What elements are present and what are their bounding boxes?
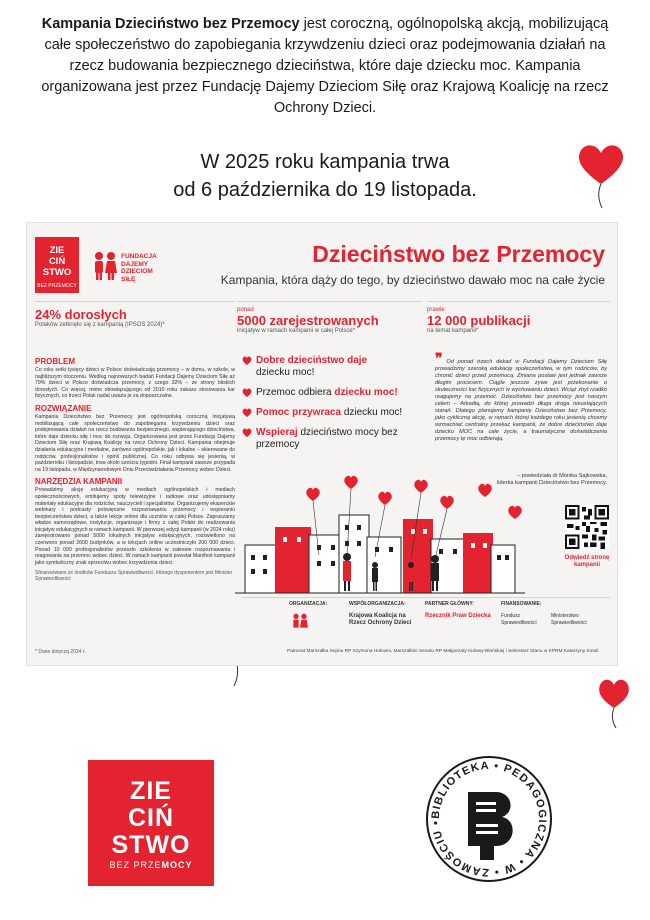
foundation-line-3: DZIECIOM — [121, 268, 153, 275]
slogan-text: dziecku moc! — [256, 367, 315, 378]
library-seal-logo — [424, 754, 554, 884]
slogan-text: dzieciństwo mocy bez przemocy — [256, 427, 398, 450]
qr-caption-line-1: Odwiedź stronę — [564, 555, 610, 561]
heart-balloons — [306, 476, 522, 519]
section-text: Prowadzimy akcję edukacyjną w mediach ogólnopolskich i mediach społecznościowych, emitujemy spoty telewizyjne i radiowe oraz udostępniamy materiały edukacyjne dla rodziców, nauczycieli i specjalistów. Organizujemy eksperckie webinary i podcasty poświęcone rozpoznawaniu przemocy i wspieraniu bezpieczeństwa dzieci, a także lekcje online dla uczniów w całej Polsce. Zapraszamy władze samorządowe, instytucje, organizacje i firmy z całej Polski do realizowania inicjatyw edukacyjnych w ramach kampanii. W pierwszej edycji kampanii (w 2024 roku) zarejestrowano ponad 5000 lokalnych inicjatyw edukacyjnych, rozświetlono na czerwono ponad 2600 budynków, a w lekcjach online uczestniczyło 200 000 dzieci. Ponad 10 000 profesjonalistów przeszło szkolenia w zakresie rozpoznawania i reagowania na przemoc wobec dzieci. W ramach kampanii powstał Manifest kampanii jako symboliczny znak sprzeciwu wobec krzywdzenia dzieci. — [35, 487, 235, 566]
heart-icon — [242, 356, 252, 365]
heart-balloon-icon — [574, 140, 628, 210]
foundation-name — [121, 253, 157, 283]
seal-letter: B — [424, 754, 425, 755]
slogan-item — [242, 387, 422, 399]
logo-line-2: CIŃ — [48, 256, 66, 267]
leader-quote — [435, 350, 607, 443]
coorganizer-name: Krajowa Koalicja na Rzecz Ochrony Dzieci — [349, 613, 412, 626]
dates-line-1: W 2025 roku kampania trwa — [200, 151, 450, 173]
section-heading: ROZWIĄZANIE — [35, 403, 92, 413]
stat-prefix: ponad — [237, 307, 254, 313]
slogan-emphasis: Wspieraj — [256, 427, 298, 438]
foundation-line-4: SIŁĘ — [121, 275, 136, 283]
dates-line-2: od 6 października do 19 listopada. — [173, 179, 477, 201]
heart-icon — [242, 388, 252, 397]
foundation-line-2: DAJEMY — [121, 260, 149, 268]
stat-block — [427, 307, 530, 335]
stat-prefix: prawie — [427, 307, 445, 313]
slogan-item — [242, 355, 422, 379]
poster-title: Dzieciństwo bez Przemocy — [312, 241, 605, 267]
quote-signature-line-2: liderka kampanii Dzieciństwo bez Przemocy. — [497, 480, 607, 486]
logo-line-3: STWO — [111, 831, 191, 859]
divider — [242, 597, 610, 598]
foundation-line-1: FUNDACJA — [121, 253, 157, 260]
logo-tagline-a: BEZ PRZE — [109, 860, 162, 870]
stat-value: 5000 zarejestrowanych — [237, 313, 379, 328]
section-text: Co roku setki tysięcy dzieci w Polsce doświadczają przemocy – w domu, w szkole, w najbliższym otoczeniu. Według najnowszych badań Fundacji Dajemy Dzieciom Siłę aż 79% dzieci w Polsce doświadcza przemocy, z czego 32% – ze strony bliskich dorosłych. Co więcej, mimo obowiązującego od 2010 roku zakazu stosowania kar fizycznych, co trzeci Polak nadal uważa je za dopuszczalne. — [35, 367, 235, 400]
qr-code[interactable] — [565, 505, 609, 549]
campaign-poster — [26, 222, 618, 666]
poster-subtitle: Kampania, która dąży do tego, by dzieciństwo dawało moc na całe życie — [220, 273, 605, 287]
slogan-text: dziecku moc! — [341, 407, 403, 418]
slogan-item — [242, 407, 422, 419]
funding-name-2: Ministerstwo Sprawiedliwości — [551, 613, 587, 626]
slogan-text: Przemoc odbiera — [256, 387, 335, 398]
quote-signature-line-1: – powiedziała dr Monika Sajkowska, — [517, 473, 607, 479]
organizer-label: ORGANIZACJA: — [289, 601, 328, 607]
stat-caption: inicjatyw w ramach kampanii w całej Polsce* — [237, 328, 356, 334]
divider — [35, 301, 235, 302]
slogan-item — [242, 427, 422, 451]
divider — [427, 301, 610, 302]
stat-caption: Polaków zetknęło się z kampanią (IPSOS 2024)* — [35, 322, 165, 328]
qr-caption — [557, 555, 617, 569]
qr-caption-line-2: kampanii — [573, 562, 600, 568]
funding-note: Sfinansowano ze środków Funduszu Sprawiedliwości, którego dysponentem jest Minister Sprawiedliwości — [35, 570, 233, 583]
logo-tagline — [88, 860, 214, 870]
stat-value: 12 000 publikacji — [427, 313, 531, 328]
logo-tagline-b: MOCY — [161, 860, 193, 870]
info-column — [35, 353, 235, 582]
children-figures-icon — [91, 251, 119, 281]
heart-balloon-icon — [596, 676, 632, 730]
slogan-emphasis: Dobre dzieciństwo daje — [256, 355, 368, 366]
logo-text — [88, 778, 214, 859]
city-illustration — [235, 475, 555, 595]
heart-icon — [242, 408, 252, 417]
slogan-emphasis: dziecku moc! — [334, 387, 398, 398]
funding-label: FINANSOWANIE: — [501, 601, 542, 607]
slogan-emphasis: Pomoc przywraca — [256, 407, 342, 418]
poster-campaign-logo — [35, 237, 79, 293]
quote-mark-icon: ❞ — [435, 350, 443, 366]
stat-value: 24% dorosłych — [35, 307, 127, 322]
slogans-list — [242, 355, 422, 459]
seal-ring-text: BIBLIOTEKA • PEDAGOGICZNA • W • ZAMOŚCIU • — [429, 759, 549, 879]
foundation-logo — [91, 247, 181, 287]
main-partner-name: Rzecznik Praw Dziecka — [425, 613, 491, 619]
intro-campaign-name: Kampania Dzieciństwo bez Przemocy — [41, 16, 300, 32]
campaign-dates — [60, 148, 590, 204]
section-heading: NARZĘDZIA KAMPANII — [35, 477, 123, 487]
logo-line-1: ZIE — [49, 245, 65, 256]
quote-text: Od ponad trzech dekad w Fundacji Dajemy Dzieciom Siłę prowadzimy szeroką edukację społeczeństwa, w tym rodziców, by chronić dzieci przed przemocą. Zmiana postaw jest jednak zawsze długim procesem. Ciągle jeszcze żywe jest przekonanie o skuteczności kar fizycznych w wychowaniu dzieci. Wciąż zbyt rzadko reagujemy na przemoc. Dzieciństwo bez przemocy jest naszym celem – Arkadią, do której prowadzi długa droga nieustających starań. Dlatego planujemy kampanię Dzieciństwo bez Przemocy, jako cykliczną akcję, w ramach której każdego roku jesienią chcemy wzmacniać centralny przekaz kampanii, że dobre dzieciństwo daje dziecku MOC na całe życie, a traumatyczne doświadczenia przemocy tę moc odbierają. — [435, 359, 607, 442]
foundation-figures-icon — [289, 613, 311, 633]
logo-line-2: CIŃ — [127, 804, 175, 832]
main-partner-label: PARTNER GŁÓWNY: — [425, 601, 474, 607]
section-text: Kampania Dzieciństwo bez Przemocy jest ogólnopolską coroczną inicjatywą mobilizującą całe społeczeństwo do zapobiegania krzywdzeniu dzieci oraz podejmowania działań na rzecz budowania bezpiecznego, wspierającego dzieciństwa, które daje dziecku siłę i moc do rozwoju. Organizowana jest przez Fundację Dajemy Dzieciom Siłę oraz Krajową Koalicję na rzecz Ochrony Dzieci. Kampania obejmuje działania edukacyjne i medialne, zarówno ogólnopolskie, jak i lokalne – skierowane do rodziców, profesjonalistów i opinii publicznej. Co roku odbywa się jesienią, w październiku i listopadzie, trwa około sześciu tygodni. Finał kampanii zawsze przypada na 19 listopada, w Międzynarodowym Dniu Przeciwdziałania Przemocy wobec Dzieci. — [35, 413, 235, 473]
section-heading: PROBLEM — [35, 357, 75, 366]
patronage-text: Patronat Marszałka Sejmu RP Szymona Hołowni, Marszałkini Senatu RP Małgorzaty Kidawy-Błońskiej i Sekretarz Stanu w KPRM Katarzyny Kotuli — [287, 649, 599, 654]
data-date-note: * Dane dotyczą 2024 r. — [35, 649, 86, 655]
funding-name-1: Fundusz Sprawiedliwości — [501, 613, 537, 626]
intro-description: jest coroczną, ogólnopolską akcją, mobilizującą całe społeczeństwo do zapobiegania krzywdzeniu dzieci oraz podejmowania działań na rzecz budowania bezpiecznego dzieciństwa, które daje dziecku moc. Kampania organizowana jest przez Fundację Dajemy Dzieciom Siłę oraz Krajową Koalicję na rzecz Ochrony Dzieci. — [41, 16, 609, 116]
coorganizer-label: WSPÓŁORGANIZACJA: — [349, 601, 406, 607]
logo-line-1: ZIE — [130, 777, 172, 805]
stat-caption: na temat kampanii* — [427, 328, 479, 334]
divider — [237, 301, 422, 302]
stat-block — [35, 307, 165, 329]
campaign-logo — [88, 760, 214, 886]
logo-line-3: STWO — [42, 267, 72, 278]
logo-small-text: BEZ PRZEMOCY — [37, 283, 77, 289]
intro-text — [30, 14, 620, 119]
stat-block — [237, 307, 379, 335]
heart-icon — [242, 428, 252, 437]
